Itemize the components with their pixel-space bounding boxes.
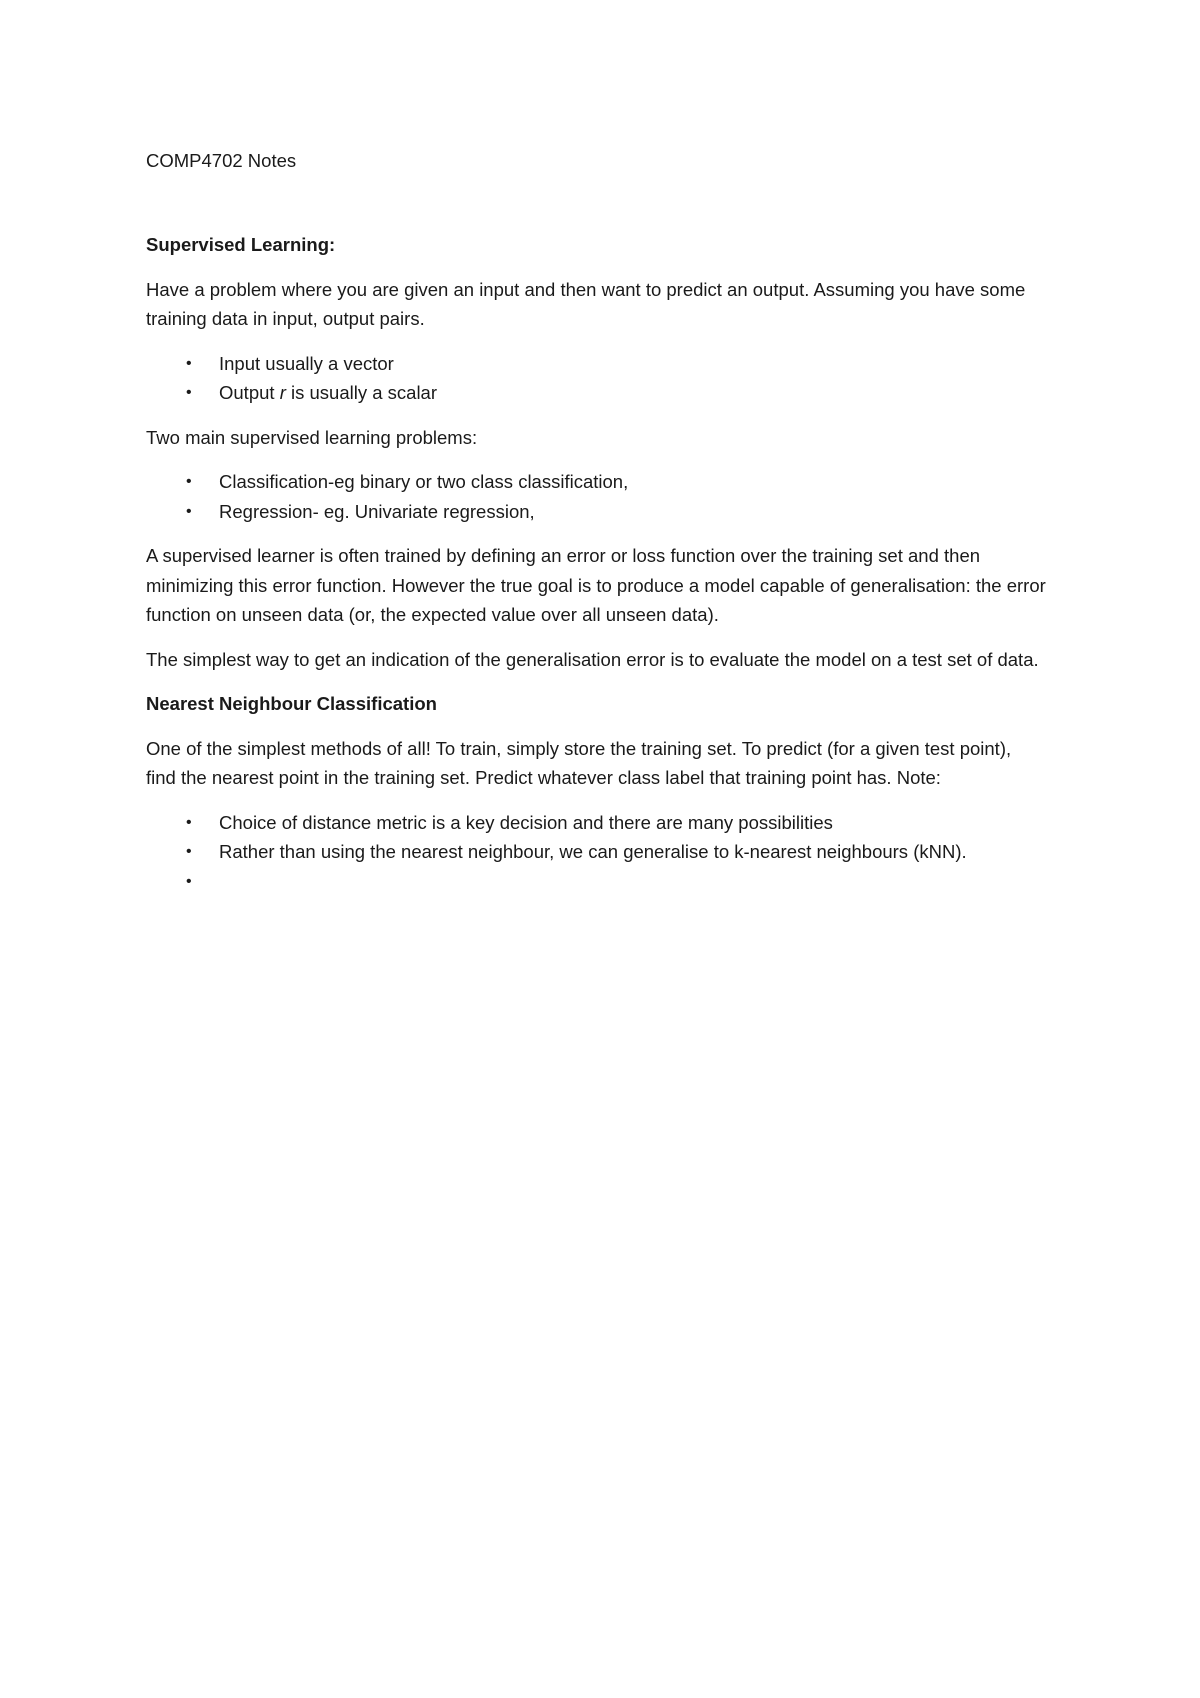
bullet-list-input-output — [146, 349, 1046, 408]
paragraph-supervised-learner: A supervised learner is often trained by defining an error or loss function over the training set and then minimizing this error function. However the true goal is to produce a model capable of generalisation: the error function on unseen data (or, the expected value over all unseen data). — [146, 545, 1046, 625]
list-item — [146, 349, 1046, 379]
list-item-text: Rather than using the nearest neighbour, we can generalise to k-nearest neighbours (kNN). — [219, 841, 967, 862]
bullet-icon: • — [186, 843, 192, 860]
list-item-text: Regression- eg. Univariate regression, — [219, 500, 535, 522]
list-item — [146, 808, 1046, 838]
list-item — [146, 837, 1046, 867]
title-spacer — [146, 176, 1046, 230]
paragraph-nearest-neighbour-intro: One of the simplest methods of all! To train, simply store the training set. To predict (for a given test point), find the nearest point in the training set. Predict whatever class label that training point has. Note: — [146, 737, 1012, 788]
variable-r: r — [279, 382, 286, 403]
list-item-text-suffix: is usually a scalar — [285, 382, 438, 403]
bullet-list-problem-types — [146, 467, 1046, 526]
list-item-empty — [146, 867, 1046, 897]
bullet-list-nearest-notes — [146, 808, 1046, 897]
bullet-icon: • — [186, 384, 192, 401]
bullet-icon: • — [186, 354, 192, 372]
document-body — [146, 146, 1046, 911]
heading-supervised-learning: Supervised Learning: — [146, 234, 336, 255]
paragraph-generalisation-error: The simplest way to get an indication of the generalisation error is to evaluate the model on a test set of data. — [146, 648, 1039, 670]
list-item-text: Choice of distance metric is a key decision and there are many possibilities — [219, 811, 833, 833]
document-title: COMP4702 Notes — [146, 150, 297, 171]
bullet-icon: • — [186, 502, 192, 520]
list-item — [146, 378, 1046, 408]
bullet-icon: • — [186, 473, 192, 490]
heading-nearest-neighbour: Nearest Neighbour Classification — [146, 693, 437, 714]
list-item-text: Input usually a vector — [219, 352, 394, 374]
bullet-icon: • — [186, 872, 192, 890]
bullet-icon: • — [186, 813, 192, 831]
list-item — [146, 467, 1046, 497]
list-item-text-prefix: Output — [219, 382, 280, 403]
list-item — [146, 497, 1046, 527]
paragraph-two-main-problems: Two main supervised learning problems: — [146, 426, 478, 448]
paragraph-supervised-intro: Have a problem where you are given an input and then want to predict an output. Assuming you have some training data in input, output pairs. — [146, 278, 1026, 329]
list-item-text: Classification-eg binary or two class classification, — [219, 471, 629, 492]
